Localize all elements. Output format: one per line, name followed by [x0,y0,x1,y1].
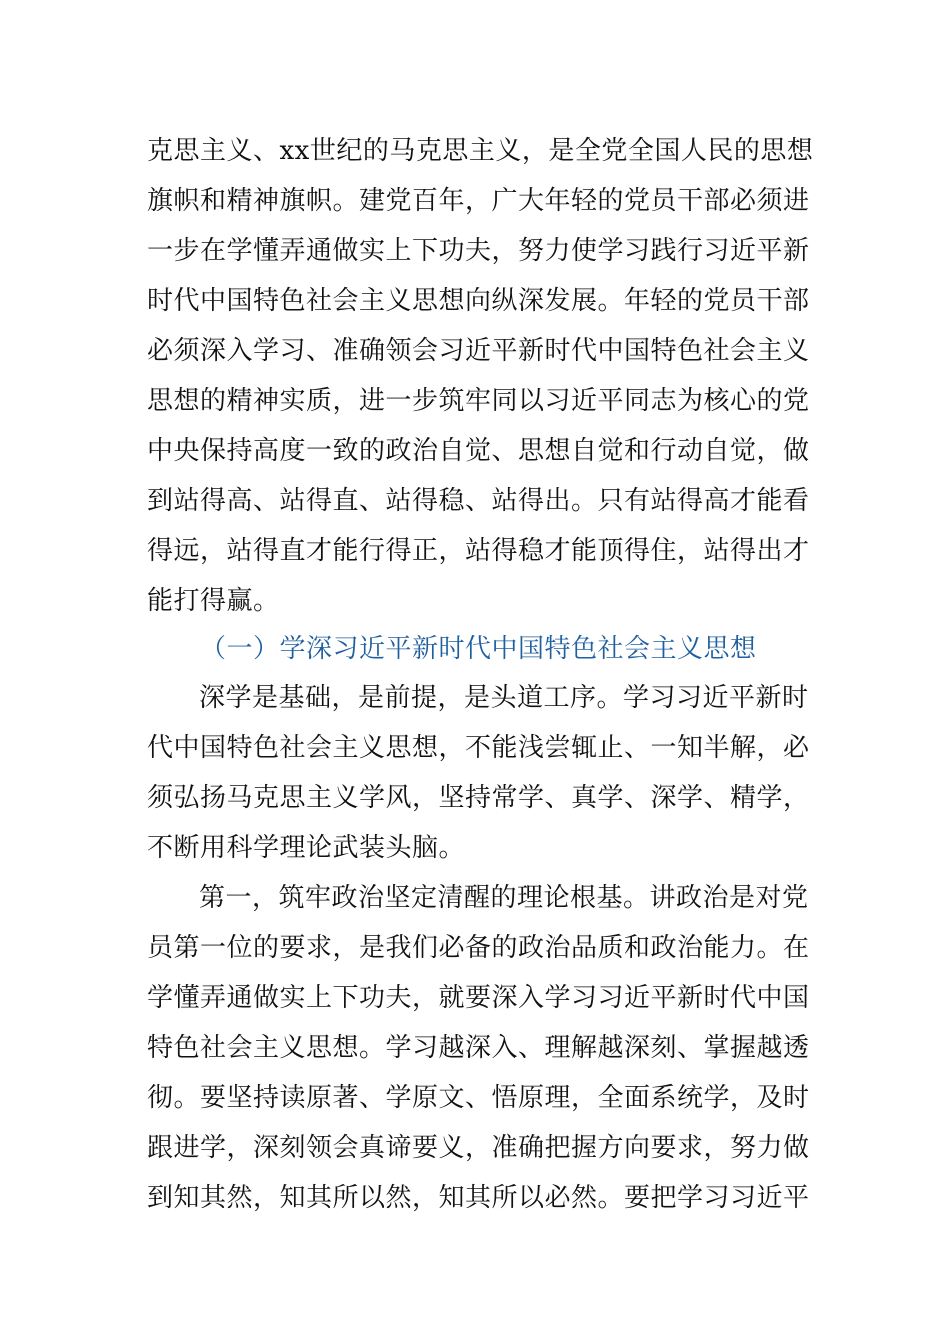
body-text-line: 时代中国特色社会主义思想向纵深发展。年轻的党员干部 [147,286,810,316]
body-text-line: 须弘扬马克思主义学风，坚持常学、真学、深学、精学， [147,783,810,813]
body-text-line: 学懂弄通做实上下功夫，就要深入学习习近平新时代中国 [147,983,810,1013]
body-text-line: 特色社会主义思想。学习越深入、理解越深刻、掌握越透 [147,1033,810,1063]
body-text-line: 能打得赢。 [147,586,280,616]
section-heading: （一）学深习近平新时代中国特色社会主义思想 [200,634,757,664]
body-text-line: 中央保持高度一致的政治自觉、思想自觉和行动自觉，做 [147,436,810,466]
body-text-line: 不断用科学理论武装头脑。 [147,833,466,863]
body-text-line: 第一，筑牢政治坚定清醒的理论根基。讲政治是对党 [199,883,809,913]
body-text-line: 旗帜和精神旗帜。建党百年，广大年轻的党员干部必须进 [147,186,810,216]
body-text-line: 到站得高、站得直、站得稳、站得出。只有站得高才能看 [147,486,810,516]
body-text-line: 彻。要坚持读原著、学原文、悟原理，全面系统学，及时 [147,1083,810,1113]
body-text-line: 员第一位的要求，是我们必备的政治品质和政治能力。在 [147,933,810,963]
body-text-line: 思想的精神实质，进一步筑牢同以习近平同志为核心的党 [147,386,810,416]
body-text-line: 到知其然，知其所以然，知其所以必然。要把学习习近平 [147,1183,810,1213]
body-text-line: 得远，站得直才能行得正，站得稳才能顶得住，站得出才 [147,536,810,566]
body-text-line: 一步在学懂弄通做实上下功夫，努力使学习践行习近平新 [147,236,810,266]
body-text-line: 克思主义、xx世纪的马克思主义，是全党全国人民的思想 [147,136,814,166]
body-text-line: 代中国特色社会主义思想，不能浅尝辄止、一知半解，必 [147,733,810,763]
body-text-line: 必须深入学习、准确领会习近平新时代中国特色社会主义 [147,336,810,366]
body-text-line: 深学是基础，是前提，是头道工序。学习习近平新时 [199,683,809,713]
body-text-line: 跟进学，深刻领会真谛要义，准确把握方向要求，努力做 [147,1133,810,1163]
